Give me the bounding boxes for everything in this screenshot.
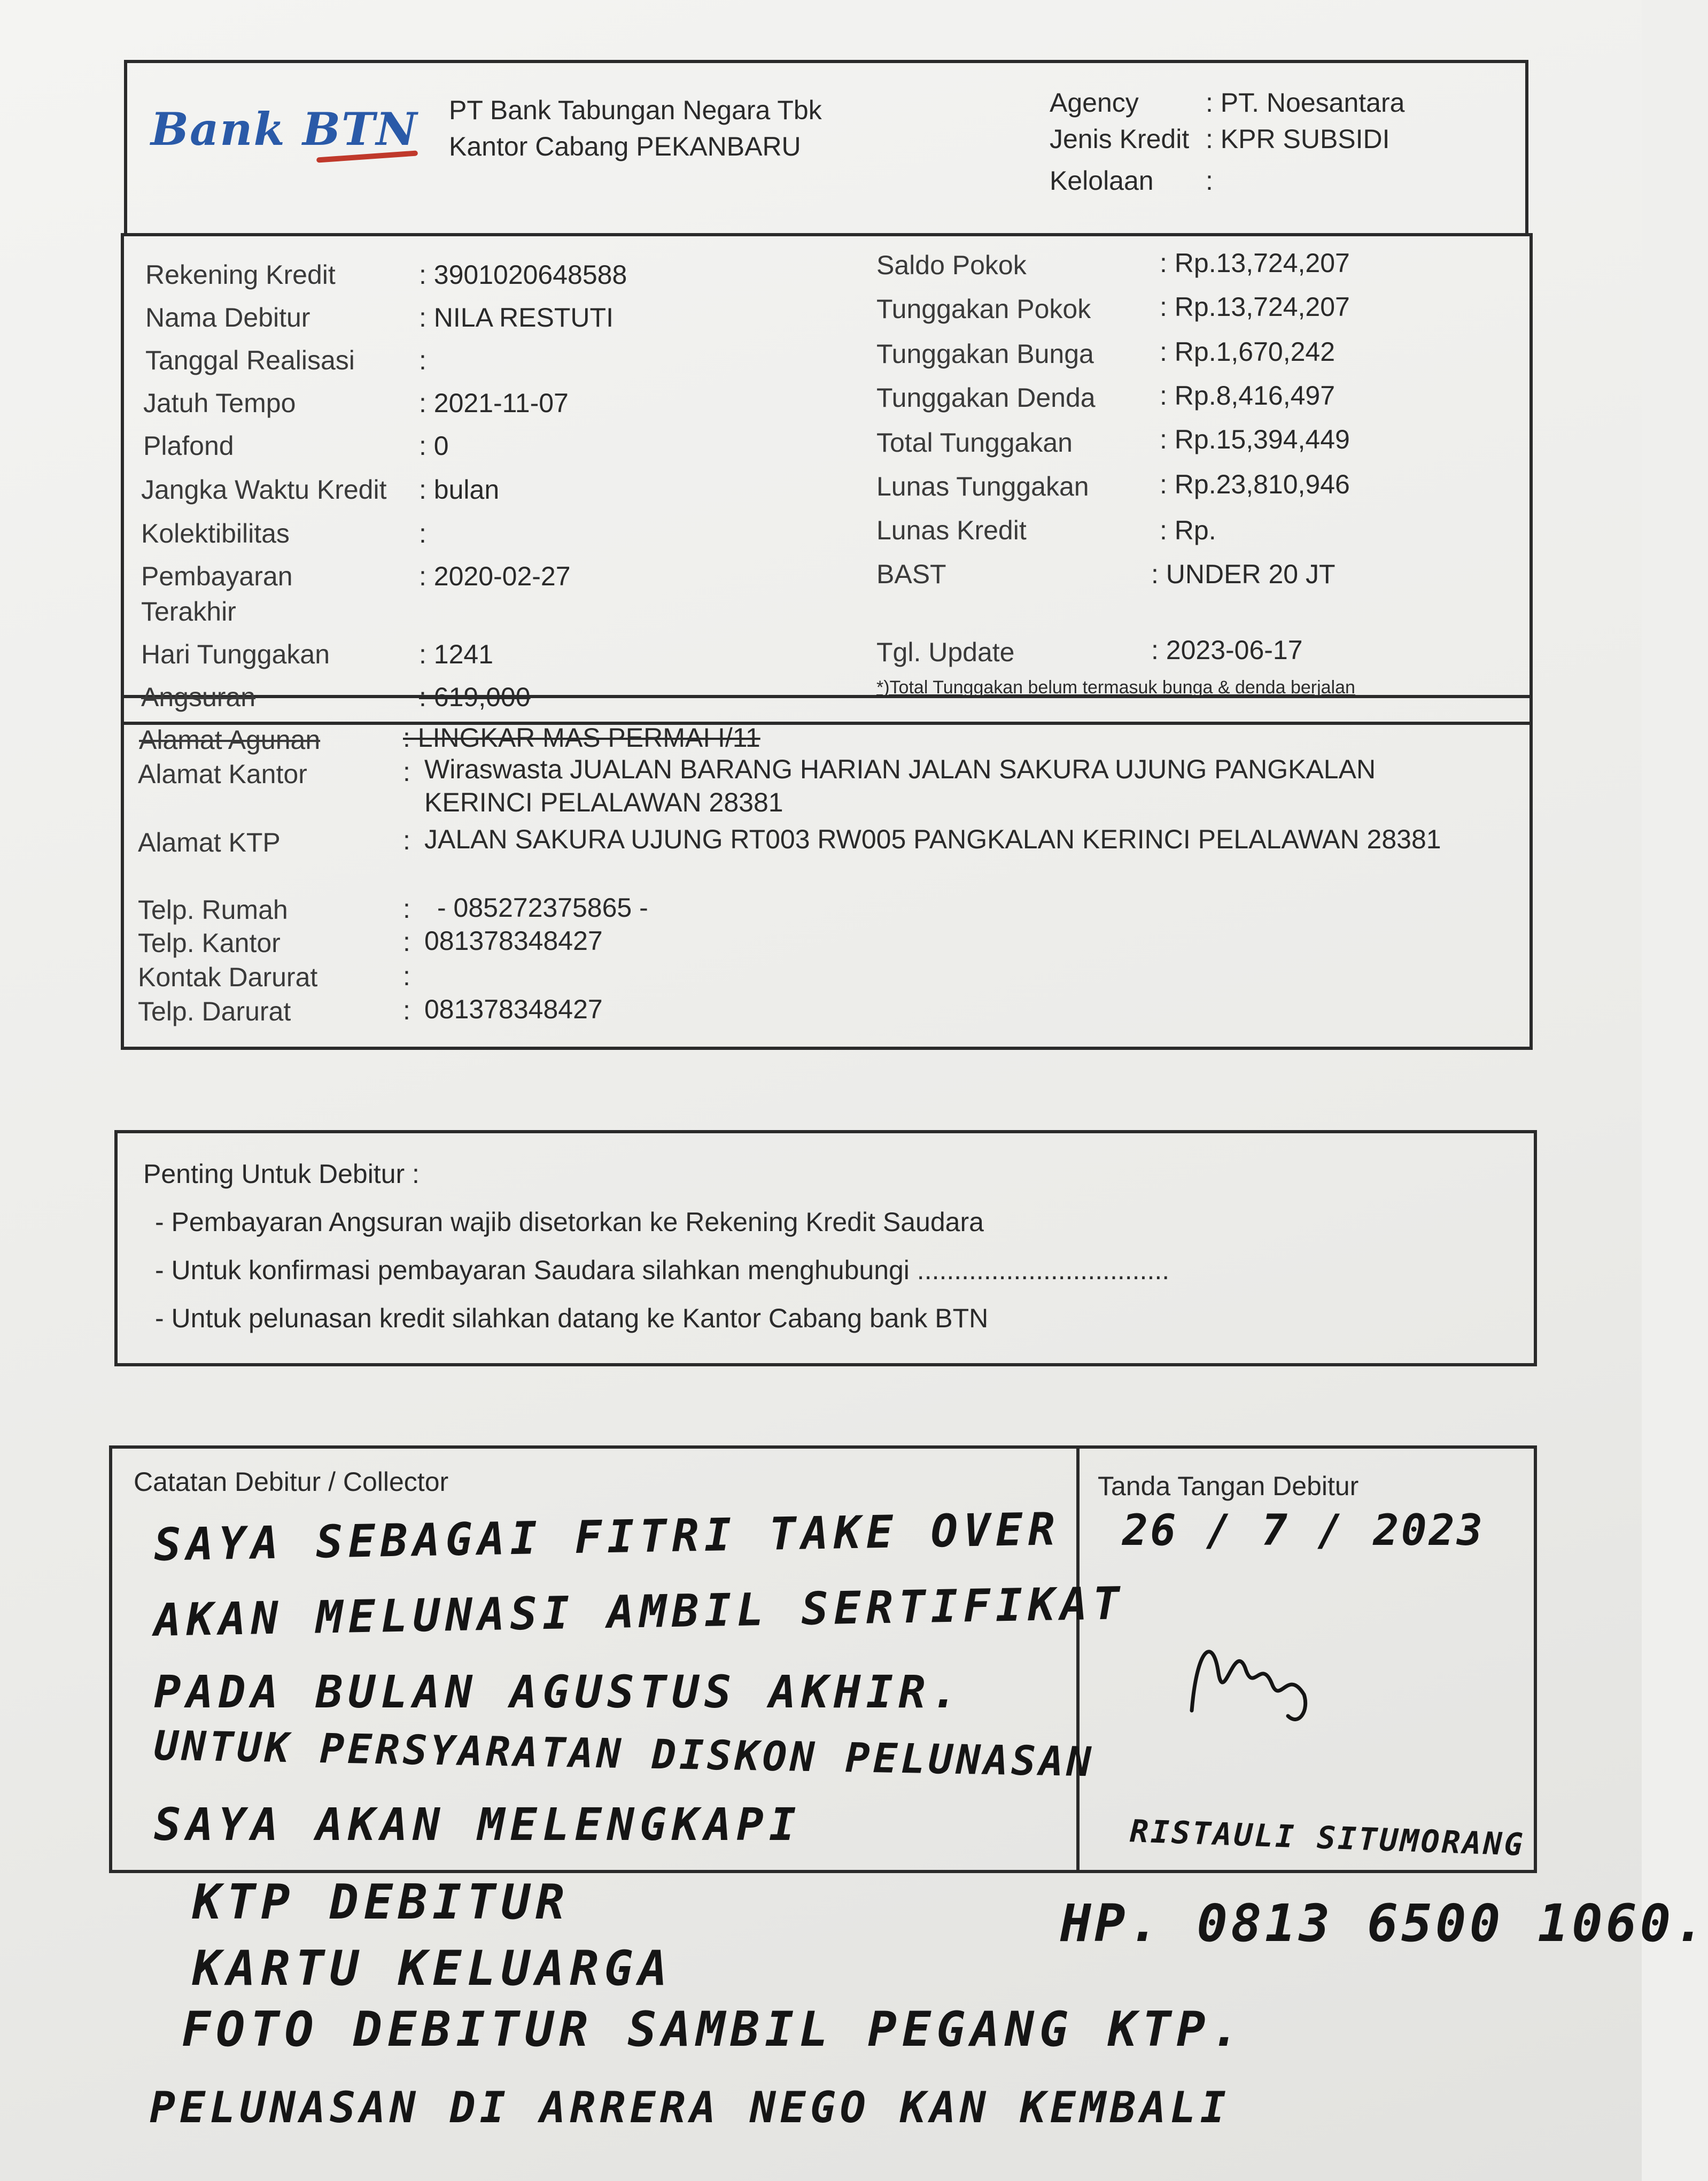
- notes-divider: [1076, 1445, 1080, 1873]
- field-label: BAST: [876, 559, 946, 589]
- agency-label: Agency: [1050, 88, 1139, 118]
- field-label: Tunggakan Denda: [876, 383, 1096, 413]
- signature-title: Tanda Tangan Debitur: [1098, 1471, 1359, 1501]
- field-value: : Rp.8,416,497: [1160, 381, 1336, 411]
- kelolaan-value: :: [1206, 166, 1213, 196]
- field-value: : 0: [419, 431, 449, 461]
- section-divider-2: [121, 722, 1533, 725]
- field-label: Lunas Kredit: [876, 515, 1027, 545]
- alamat-ktp-value: JALAN SAKURA UJUNG RT003 RW005 PANGKALAN KERINCI PELALAWAN 28381: [424, 824, 1441, 854]
- colon: :: [403, 961, 410, 991]
- signature-name: RISTAULI SITUMORANG: [1129, 1813, 1526, 1863]
- field-label: Jangka Waktu Kredit: [141, 475, 387, 505]
- field-label: Pembayaran: [141, 561, 293, 591]
- field-value: : UNDER 20 JT: [1151, 559, 1336, 589]
- jenis-kredit-value: : KPR SUBSIDI: [1206, 124, 1390, 154]
- handwritten-list: FOTO DEBITUR SAMBIL PEGANG KTP.: [182, 2001, 1245, 2058]
- field-value: :: [419, 519, 426, 548]
- field-label: Plafond: [143, 431, 234, 461]
- handwritten-note: UNTUK PERSYARATAN DISKON PELUNASAN: [153, 1721, 1095, 1786]
- handwritten-list: PELUNASAN DI ARRERA NEGO KAN KEMBALI: [150, 2083, 1230, 2132]
- telp-kantor-value: 081378348427: [424, 926, 603, 956]
- bank-name: PT Bank Tabungan Negara Tbk: [449, 95, 822, 125]
- telp-rumah-label: Telp. Rumah: [138, 895, 288, 925]
- field-value: : 3901020648588: [419, 260, 627, 290]
- notice-item: - Pembayaran Angsuran wajib disetorkan ke Rekening Kredit Saudara: [155, 1207, 984, 1237]
- field-value: : Rp.23,810,946: [1160, 469, 1350, 499]
- handwritten-phone: HP. 0813 6500 1060.: [1060, 1893, 1708, 1953]
- agency-value: : PT. Noesantara: [1206, 88, 1405, 118]
- colon: :: [403, 894, 410, 924]
- field-value: : Rp.15,394,449: [1160, 424, 1350, 454]
- logo-text: Bank BTN: [151, 103, 418, 156]
- field-label: Tanggal Realisasi: [145, 345, 355, 375]
- alamat-ktp-label: Alamat KTP: [138, 827, 281, 857]
- field-value: : 2020-02-27: [419, 561, 571, 591]
- signature-mark: [1176, 1625, 1325, 1737]
- alamat-kantor-value: Wiraswasta JUALAN BARANG HARIAN JALAN SAKURA UJUNG PANGKALAN KERINCI PELALAWAN 28381: [424, 754, 1376, 817]
- alamat-agunan-value: : LINGKAR MAS PERMAI I/11: [403, 723, 760, 753]
- colon: :: [403, 757, 410, 787]
- field-value: : 619,000: [419, 682, 531, 712]
- field-value: :: [419, 345, 426, 375]
- field-label: Tgl. Update: [876, 637, 1015, 667]
- telp-darurat-value: 081378348427: [424, 994, 603, 1024]
- colon: :: [403, 825, 410, 855]
- field-label: Jatuh Tempo: [143, 388, 296, 418]
- field-label: Terakhir: [141, 597, 236, 627]
- field-value: : 1241: [419, 639, 494, 669]
- notes-title: Catatan Debitur / Collector: [134, 1467, 449, 1497]
- handwritten-note: SAYA AKAN MELENGKAPI: [154, 1798, 802, 1851]
- notice-item: - Untuk pelunasan kredit silahkan datang ke Kantor Cabang bank BTN: [155, 1303, 989, 1333]
- handwritten-note: SAYA SEBAGAI FITRI TAKE OVER: [153, 1503, 1061, 1571]
- colon: :: [403, 995, 410, 1025]
- kontak-darurat-label: Kontak Darurat: [138, 962, 318, 992]
- kelolaan-label: Kelolaan: [1050, 166, 1154, 196]
- field-label: Hari Tunggakan: [141, 639, 330, 669]
- field-value: : NILA RESTUTI: [419, 303, 614, 332]
- field-value: : Rp.13,724,207: [1160, 292, 1350, 322]
- handwritten-list: KTP DEBITUR: [192, 1874, 570, 1930]
- field-value: : 2021-11-07: [419, 388, 569, 418]
- field-label: Tunggakan Pokok: [876, 294, 1091, 324]
- field-value: : Rp.: [1160, 515, 1216, 545]
- telp-darurat-label: Telp. Darurat: [138, 996, 291, 1026]
- footnote: *)Total Tunggakan belum termasuk bunga & denda berjalan: [876, 677, 1355, 698]
- branch-name: Kantor Cabang PEKANBARU: [449, 132, 801, 161]
- handwritten-note: PADA BULAN AGUSTUS AKHIR.: [154, 1666, 964, 1718]
- handwritten-note: AKAN MELUNASI AMBIL SERTIFIKAT: [153, 1577, 1125, 1646]
- bank-btn-logo: [151, 103, 429, 167]
- telp-kantor-label: Telp. Kantor: [138, 928, 281, 958]
- telp-rumah-value: - 085272375865 -: [437, 893, 648, 923]
- notice-item: - Untuk konfirmasi pembayaran Saudara silahkan menghubungi ..................................: [155, 1255, 1170, 1285]
- field-label: Saldo Pokok: [876, 250, 1027, 280]
- field-label: Tunggakan Bunga: [876, 339, 1094, 369]
- notice-title: Penting Untuk Debitur :: [143, 1159, 420, 1189]
- field-label: Total Tunggakan: [876, 428, 1073, 458]
- handwritten-list: KARTU KELUARGA: [192, 1940, 673, 1997]
- field-value: : Rp.13,724,207: [1160, 248, 1350, 278]
- field-value: : bulan: [419, 475, 500, 505]
- alamat-kantor-label: Alamat Kantor: [138, 759, 307, 789]
- field-label: Nama Debitur: [145, 303, 310, 332]
- alamat-agunan-label: Alamat Agunan: [139, 725, 321, 755]
- jenis-kredit-label: Jenis Kredit: [1050, 124, 1190, 154]
- signature-date: 26 / 7 / 2023: [1122, 1505, 1485, 1555]
- colon: :: [403, 927, 410, 957]
- field-value: : 2023-06-17: [1151, 635, 1303, 665]
- field-label: Lunas Tunggakan: [876, 471, 1089, 501]
- field-label: Angsuran: [141, 682, 256, 712]
- field-value: : Rp.1,670,242: [1160, 337, 1336, 367]
- field-label: Kolektibilitas: [141, 519, 290, 548]
- field-label: Rekening Kredit: [145, 260, 336, 290]
